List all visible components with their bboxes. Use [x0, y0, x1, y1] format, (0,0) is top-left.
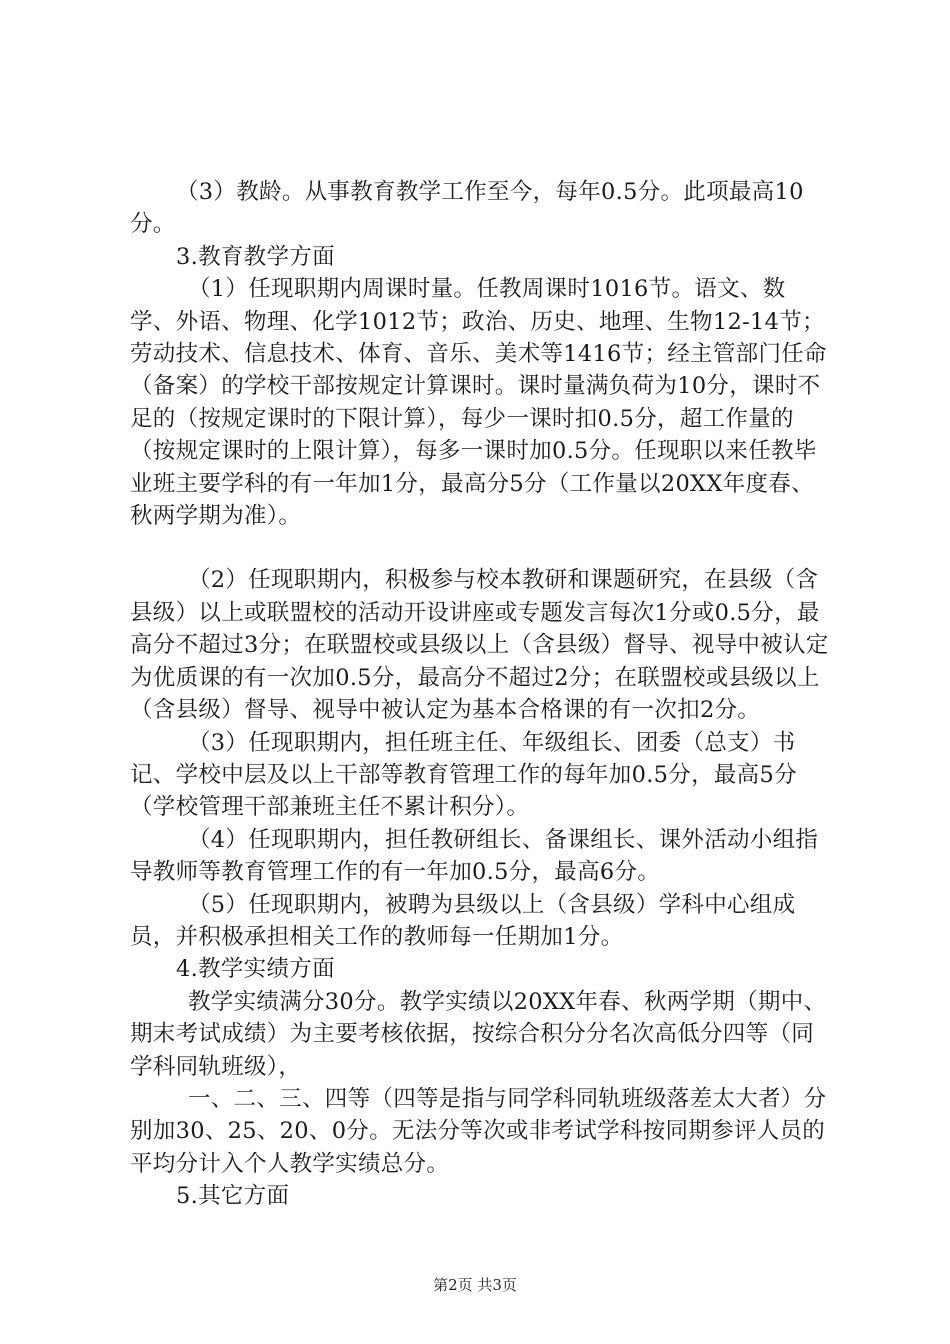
paragraph-class-management: （3）任现职期内，担任班主任、年级组长、团委（总支）书记、学校中层及以上干部等教育管理工作的每年加0.5分，最高5分（学校管理干部兼班主任不累计积分）。	[130, 729, 797, 821]
paragraph-group-leader: （4）任现职期内，担任教研组长、备课组长、课外活动小组指导教师等教育管理工作的有一年加0.5分，最高6分。	[130, 826, 819, 886]
section-heading-other: 5.其它方面	[176, 1183, 290, 1210]
paragraph-teaching-years: （3）教龄。从事教育教学工作至今，每年0.5分。此项最高10分。	[130, 179, 804, 238]
paragraph-grade-levels: 一、二、三、四等（四等是指与同学科同轨班级落差太大者）分别加30、25、20、0分。无法分等次或非考试学科按同期参评人员的平均分计入个人教学实绩总分。	[130, 1085, 827, 1177]
document-body	[130, 176, 830, 1213]
paragraph-teaching-research: （2）任现职期内，积极参与校本教研和课题研究，在县级（含县级）以上或联盟校的活动开设讲座或专题发言每次1分或0.5分，最高分不超过3分；在联盟校或县级以上（含县级）督导、视导中被认定为优质课的有一次加0.5分，最高分不超过2分；在联盟校或县级以上（含县级）督导、视导中被认定为基本合格课的有一次扣2分。	[130, 567, 829, 724]
page-number-footer: 第2页 共3页	[433, 1276, 517, 1294]
paragraph-weekly-class-hours: （1）任现职期内周课时量。任教周课时1016节。语文、数学、外语、物理、化学1012节；政治、历史、地理、生物12-14节；劳动技术、信息技术、体育、音乐、美术等1416节；经主管部门任命（备案）的学校干部按规定计算课时。课时量满负荷为10分，课时不足的（按规定课时的下限计算），每少一课时扣0.5分，超工作量的（按规定课时的上限计算），每多一课时加0.5分。任现职以来任教毕业班主要学科的有一年加1分，最高分5分（工作量以20XX年度春、秋两学期为准）。	[130, 276, 827, 530]
paragraph-teaching-results-score: 教学实绩满分30分。教学实绩以20XX年春、秋两学期（期中、期末考试成绩）为主要考核依据，按综合积分分名次高低分四等（同学科同轨班级），	[130, 988, 827, 1080]
paragraph-center-group-member: （5）任现职期内，被聘为县级以上（含县级）学科中心组成员，并积极承担相关工作的教师每一任期加1分。	[130, 891, 796, 950]
section-heading-teaching-results: 4.教学实绩方面	[176, 956, 335, 983]
section-heading-education-teaching: 3.教育教学方面	[176, 243, 335, 270]
